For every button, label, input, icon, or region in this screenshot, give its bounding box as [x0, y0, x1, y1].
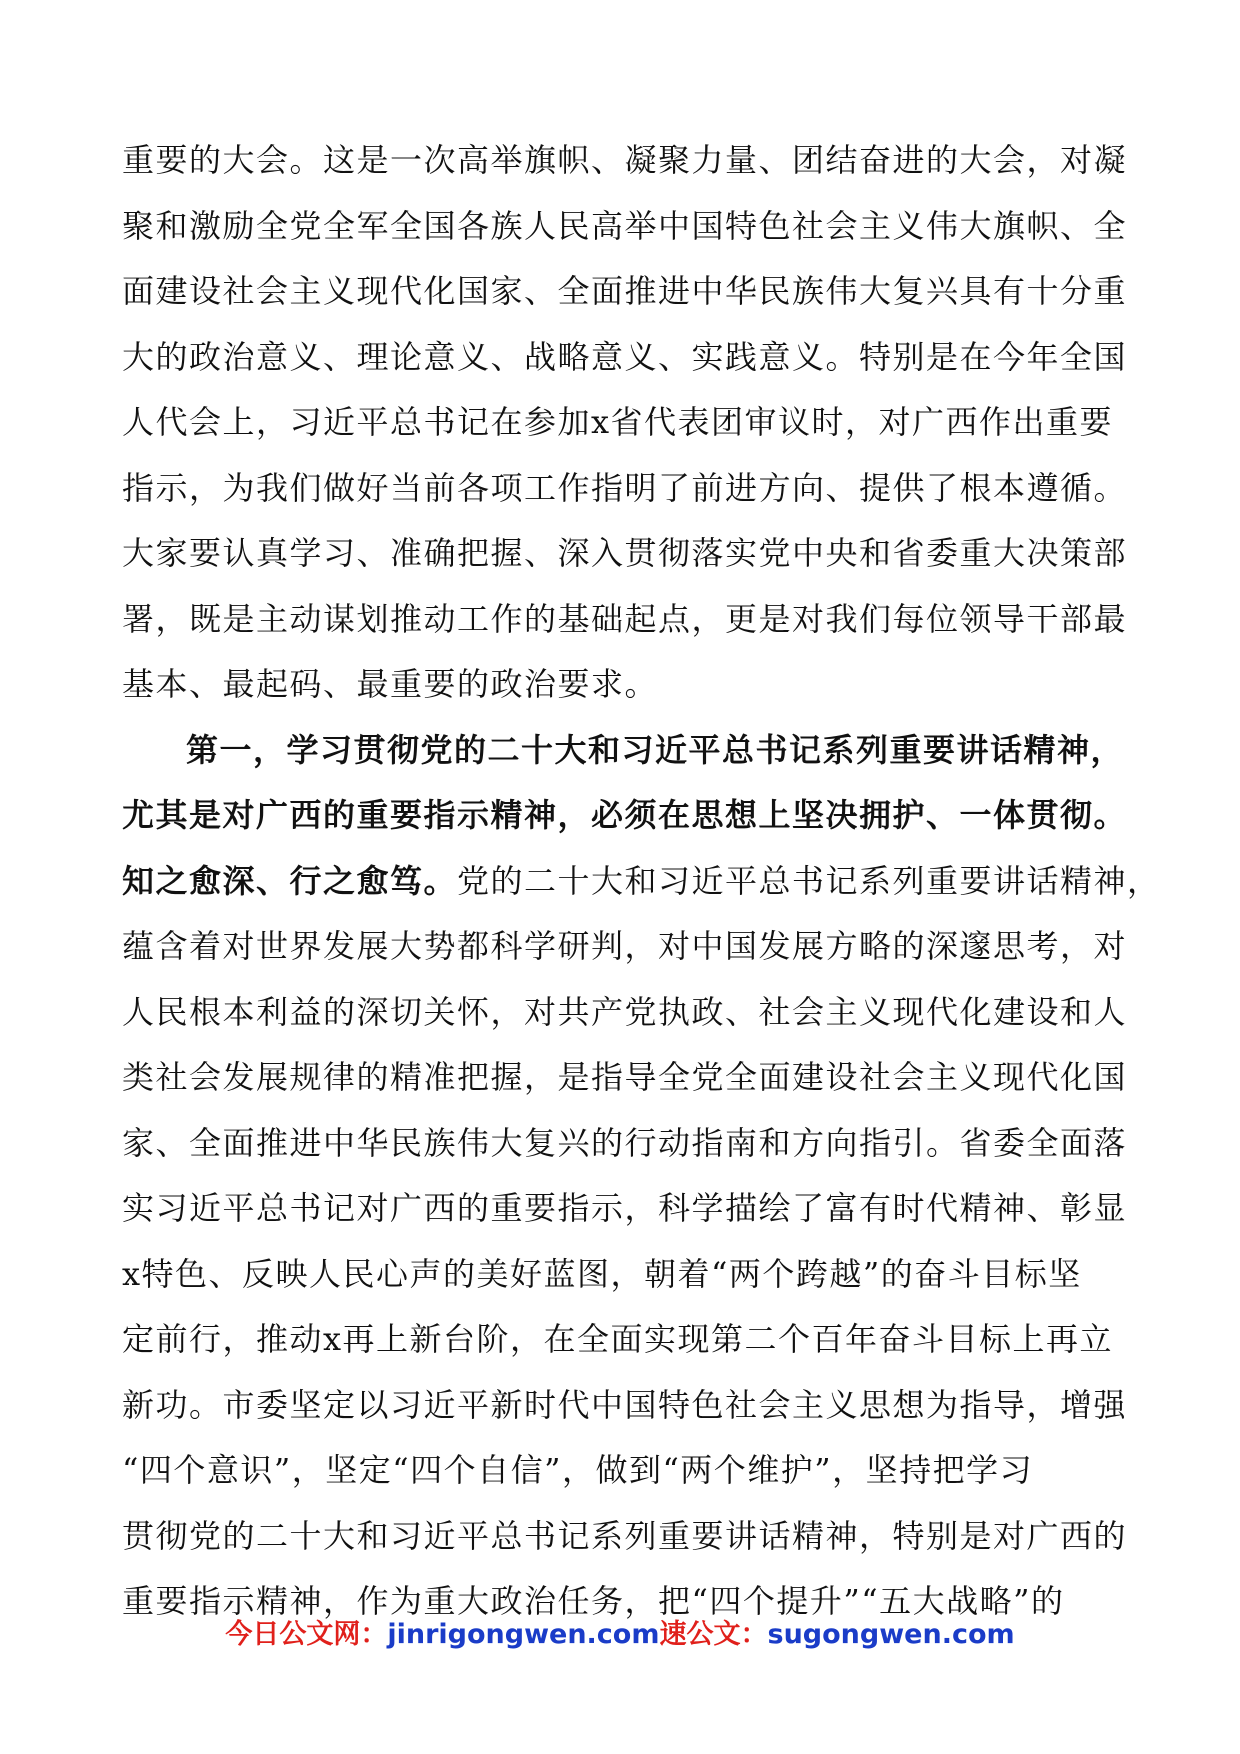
- text-line: 大家要认真学习、准确把握、深入贯彻落实党中央和省委重大决策部: [122, 534, 1128, 572]
- text-line: 面建设社会主义现代化国家、全面推进中华民族伟大复兴具有十分重: [122, 272, 1128, 310]
- text-line: 蕴含着对世界发展大势都科学研判，对中国发展方略的深邃思考，对: [122, 927, 1128, 965]
- text-line: 重要的大会。这是一次高举旗帜、凝聚力量、团结奋进的大会，对凝: [122, 141, 1128, 179]
- text-line: 实习近平总书记对广西的重要指示，科学描绘了富有时代精神、彰显: [122, 1189, 1128, 1227]
- text-line: 重要指示精神，作为重大政治任务，把“四个提升”“五大战略”的: [122, 1582, 1065, 1620]
- footer-site1-name: 今日公文网：: [225, 1619, 388, 1650]
- text-line: 贯彻党的二十大和习近平总书记系列重要讲话精神，特别是对广西的: [122, 1516, 1128, 1555]
- footer-site1-url[interactable]: jinrigongwen.com: [387, 1619, 660, 1650]
- section-heading-line: 尤其是对广西的重要指示精神，必须在思想上坚决拥护、一体贯彻。: [122, 796, 1128, 834]
- text-line: x特色、反映人民心声的美好蓝图，朝着“两个跨越”的奋斗目标坚: [122, 1254, 1082, 1293]
- text-line: 聚和激励全党全军全国各族人民高举中国特色社会主义伟大旗帜、全: [122, 206, 1128, 245]
- text-line: 类社会发展规律的精准把握，是指导全党全面建设社会主义现代化国: [122, 1058, 1128, 1096]
- section-lead-bold: 知之愈深、行之愈笃。: [122, 861, 458, 900]
- text-line: 指示，为我们做好当前各项工作指明了前进方向、提供了根本遵循。: [122, 468, 1128, 507]
- section-heading-line: 第一，学习贯彻党的二十大和习近平总书记系列重要讲话精神，: [186, 730, 1125, 769]
- text-line: 新功。市委坚定以习近平新时代中国特色社会主义思想为指导，增强: [122, 1385, 1128, 1424]
- text-line: 大的政治意义、理论意义、战略意义、实践意义。特别是在今年全国: [122, 337, 1128, 376]
- document-body: [122, 128, 1161, 1635]
- text-line: 人民根本利益的深切关怀，对共产党执政、社会主义现代化建设和人: [122, 992, 1128, 1031]
- text-line: 署，既是主动谋划推动工作的基础起点，更是对我们每位领导干部最: [122, 599, 1128, 638]
- text-line: 定前行，推动x再上新台阶，在全面实现第二个百年奋斗目标上再立: [122, 1320, 1114, 1358]
- section-lead-line: [122, 849, 1161, 915]
- text-line: “四个意识”，坚定“四个自信”，做到“两个维护”，坚持把学习: [122, 1451, 1034, 1489]
- text-line: 基本、最起码、最重要的政治要求。: [122, 665, 659, 703]
- text-line: 人代会上，习近平总书记在参加x省代表团审议时，对广西作出重要: [122, 403, 1114, 441]
- section-lead-rest: 党的二十大和习近平总书记系列重要讲话精神，: [457, 861, 1161, 900]
- footer-site2-url[interactable]: sugongwen.com: [767, 1619, 1015, 1650]
- text-line: 家、全面推进中华民族伟大复兴的行动指南和方向指引。省委全面落: [122, 1123, 1128, 1162]
- footer-watermark: [0, 1612, 1240, 1651]
- footer-site2-name: 速公文：: [659, 1619, 768, 1650]
